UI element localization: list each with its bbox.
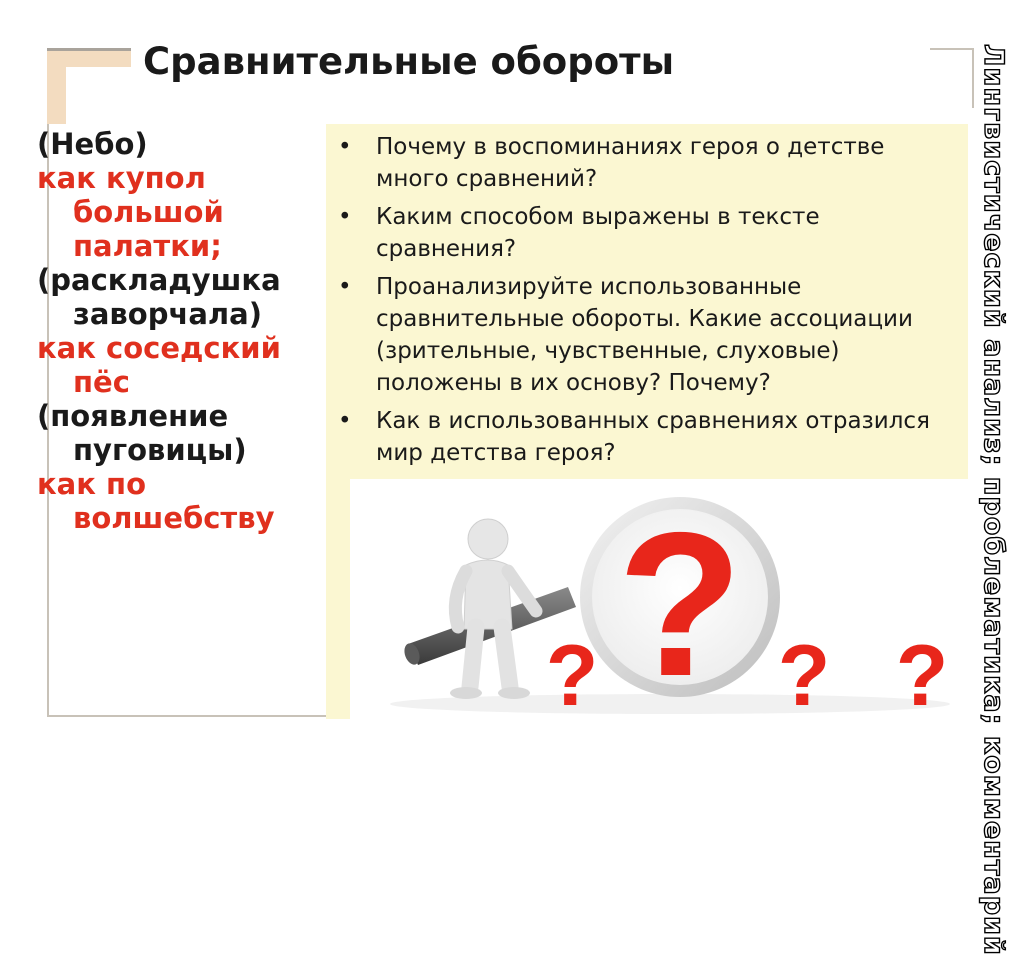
frame-line-top — [47, 48, 131, 51]
comparison-text: как купол — [37, 161, 206, 195]
bullet-icon: • — [338, 274, 352, 300]
comparison-line — [37, 467, 327, 535]
comparison-text: как соседский — [37, 331, 281, 365]
question-item — [338, 131, 963, 195]
object-text: пуговицы) — [73, 433, 247, 467]
slide-title: Сравнительные обороты — [143, 40, 675, 83]
question-text: Каким способом выражены в тексте сравнения? — [376, 204, 820, 262]
object-line — [37, 263, 327, 331]
comparison-text: палатки; — [73, 229, 222, 263]
frame-line-bottom — [47, 715, 347, 717]
comparison-text: большой — [73, 195, 224, 229]
object-text: (появление — [37, 399, 229, 433]
question-item — [338, 201, 963, 265]
magnifier-illustration — [350, 479, 970, 719]
object-text: (раскладушка — [37, 263, 281, 297]
corner-decoration-inner — [66, 67, 131, 124]
comparison-text: волшебству — [73, 501, 275, 535]
comparison-line — [37, 161, 327, 263]
object-line — [37, 399, 327, 467]
question-mark-icon: ? — [895, 628, 949, 719]
bullet-icon: • — [338, 204, 352, 230]
object-text: (Небо) — [37, 127, 148, 161]
question-text: Как в использованных сравнениях отразился мир детства героя? — [376, 408, 930, 466]
question-text: Почему в воспоминаниях героя о детстве много сравнений? — [376, 134, 885, 192]
comparison-text: пёс — [73, 365, 130, 399]
questions-list — [338, 131, 963, 475]
vertical-label: Лингвистический анализ; проблематика; комментарий — [978, 44, 1009, 956]
question-mark-icon: ? — [777, 628, 831, 719]
question-text: Проанализируйте использованные сравнительные обороты. Какие ассоциации (зрительные, чувственные, слуховые) положены в их основу? Почему? — [376, 274, 913, 396]
bullet-icon: • — [338, 134, 352, 160]
frame-line-top-right — [930, 48, 972, 50]
comparison-line — [37, 331, 327, 399]
question-mark-icon: ? — [617, 490, 743, 719]
question-item — [338, 405, 963, 469]
question-mark-icon: ? — [545, 628, 599, 719]
bullet-icon: • — [338, 408, 352, 434]
questions-box-strip — [326, 479, 350, 719]
comparison-text: как по — [37, 467, 146, 501]
object-line — [37, 127, 327, 161]
question-item — [338, 271, 963, 399]
comparison-list — [37, 127, 327, 535]
object-text: заворчала) — [73, 297, 262, 331]
